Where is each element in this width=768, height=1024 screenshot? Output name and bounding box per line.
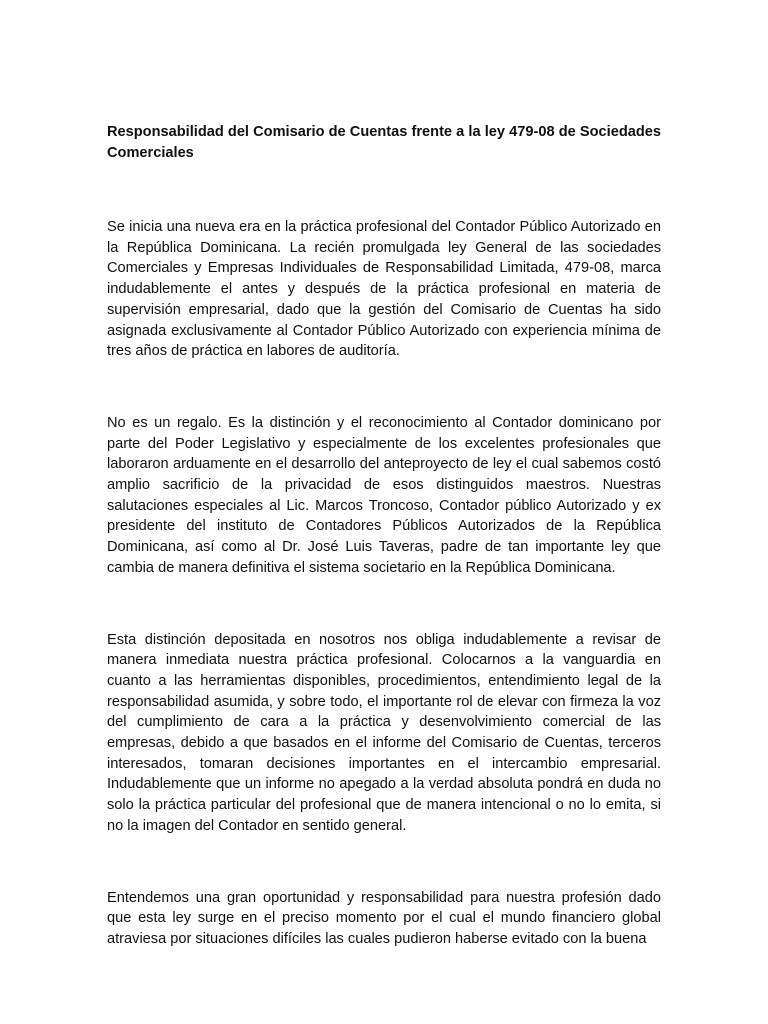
paragraph-1: Se inicia una nueva era en la práctica profesional del Contador Público Autorizado en la República Dominicana. La recién promulgada ley General de las sociedades Comerciales y Empresas Individuales de Responsabilidad Limitada, 479-08, marca indudablemente el antes y después de la práctica profesional en materia de supervisión empresarial, dado que la gestión del Comisario de Cuentas ha sido asignada exclusivamente al Contador Público Autorizado con experiencia mínima de tres años de práctica en labores de auditoría. xyxy=(107,219,661,360)
paragraph-2: No es un regalo. Es la distinción y el reconocimiento al Contador dominicano por parte del Poder Legislativo y especialmente de los excelentes profesionales que laboraron arduamente en el desarrollo del anteproyecto de ley el cual sabemos costó amplio sacrificio de la privacidad de esos distinguidos maestros. Nuestras salutaciones especiales al Lic. Marcos Troncoso, Contador público Autorizado y ex presidente del instituto de Contadores Públicos Autorizados de la República Dominicana, así como al Dr. José Luis Taveras, padre de tan importante ley que cambia de manera definitiva el sistema societario en la República Dominicana. xyxy=(107,414,661,576)
paragraph-4: Entendemos una gran oportunidad y responsabilidad para nuestra profesión dado que esta ley surge en el preciso momento por el cual el mundo financiero global atraviesa por situaciones difíciles las cuales pudieron haberse evitado con la buena xyxy=(107,889,661,947)
document-title: Responsabilidad del Comisario de Cuentas frente a la ley 479-08 de Sociedades Comerciales xyxy=(107,124,661,161)
paragraph-3: Esta distinción depositada en nosotros nos obliga indudablemente a revisar de manera inmediata nuestra práctica profesional. Colocarnos a la vanguardia en cuanto a las herramientas disponibles, procedimientos, entendimiento legal de la responsabilidad asumida, y sobre todo, el importante rol de elevar con firmeza la voz del cumplimiento de cara a la práctica y desenvolvimiento comercial de las empresas, debido a que basados en el informe del Comisario de Cuentas, terceros interesados, tomaran decisiones importantes en el intercambio empresarial. Indudablemente que un informe no apegado a la verdad absoluta pondrá en duda no solo la práctica particular del profesional que de manera intencional o no lo emita, si no la imagen del Contador en sentido general. xyxy=(107,631,661,834)
document-page xyxy=(107,122,661,950)
